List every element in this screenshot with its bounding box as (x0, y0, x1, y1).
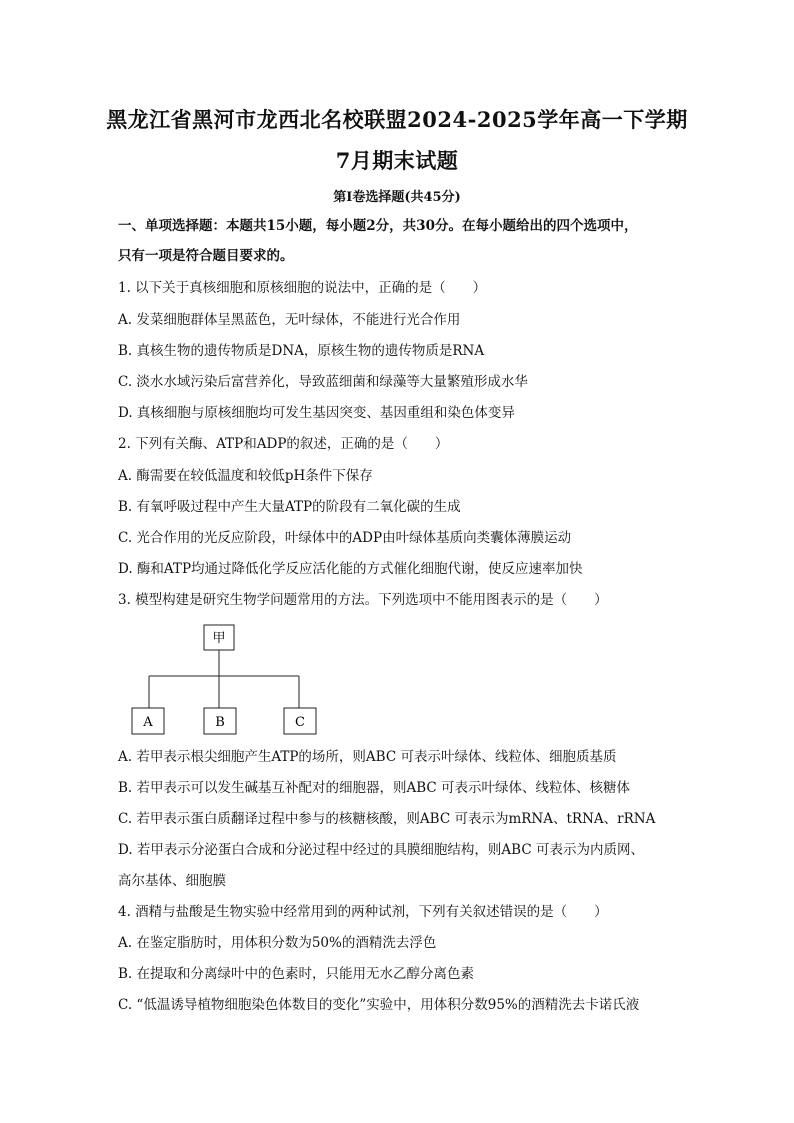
section-heading: 第Ⅰ卷选择题(共45分) (333, 190, 461, 205)
diagram-child-label-a: A (143, 715, 153, 730)
q4-stem: 4. 酒精与盐酸是生物实验中经常用到的两种试剂，下列有关叙述错误的是（ ） (118, 904, 608, 920)
instructions-line1: 一、单项选择题：本题共15小题，每小题2分，共30分。在每小题给出的四个选项中， (118, 218, 638, 234)
exam-title-line1: 黑龙江省黑河市龙西北名校联盟2024-2025学年高一下学期 (106, 107, 688, 132)
instructions-line2: 只有一项是符合题目要求的。 (118, 248, 294, 264)
q3-option-b: B. 若甲表示可以发生碱基互补配对的细胞器，则ABC 可表示叶绿体、线粒体、核糖体 (118, 780, 631, 796)
q1-option-a: A. 发菜细胞群体呈黑蓝色，无叶绿体，不能进行光合作用 (118, 312, 461, 328)
q1-option-c: C. 淡水水域污染后富营养化，导致蓝细菌和绿藻等大量繁殖形成水华 (118, 374, 528, 390)
q3-option-a: A. 若甲表示根尖细胞产生ATP的场所，则ABC 可表示叶绿体、线粒体、细胞质基质 (118, 749, 617, 765)
diagram-child-box-a (132, 708, 164, 734)
diagram-child-label-c: C (295, 715, 305, 730)
q3-option-d-line2: 高尔基体、细胞膜 (118, 873, 226, 889)
q3-stem: 3. 模型构建是研究生物学问题常用的方法。下列选项中不能用图表示的是（ ） (118, 592, 608, 608)
q4-option-b: B. 在提取和分离绿叶中的色素时，只能用无水乙醇分离色素 (118, 966, 475, 982)
diagram-root-box (204, 625, 234, 650)
q2-stem: 2. 下列有关酶、ATP和ADP的叙述，正确的是（ ） (118, 436, 449, 452)
q3-option-d-line1: D. 若甲表示分泌蛋白合成和分泌过程中经过的具膜细胞结构，则ABC 可表示为内质网、 (118, 842, 644, 858)
q2-option-d: D. 酶和ATP均通过降低化学反应活化能的方式催化细胞代谢，使反应速率加快 (118, 561, 583, 577)
q2-option-c: C. 光合作用的光反应阶段，叶绿体中的ADP由叶绿体基质向类囊体薄膜运动 (118, 530, 572, 546)
diagram-child-box-b (204, 708, 236, 734)
q4-option-a: A. 在鉴定脂肪时，用体积分数为50%的酒精洗去浮色 (118, 935, 437, 951)
exam-title-line2: 7月期末试题 (335, 148, 459, 173)
hierarchy-diagram (118, 620, 338, 740)
q2-option-a: A. 酶需要在较低温度和较低pH条件下保存 (118, 468, 373, 484)
diagram-child-box-c (284, 708, 316, 734)
q1-option-d: D. 真核细胞与原核细胞均可发生基因突变、基因重组和染色体变异 (118, 405, 515, 421)
diagram-child-label-b: B (215, 715, 225, 730)
q1-stem: 1. 以下关于真核细胞和原核细胞的说法中，正确的是（ ） (118, 280, 487, 296)
q1-option-b: B. 真核生物的遗传物质是DNA，原核生物的遗传物质是RNA (118, 343, 485, 359)
diagram-root-label: 甲 (212, 631, 226, 646)
q4-option-c: C. “低温诱导植物细胞染色体数目的变化”实验中，用体积分数95%的酒精洗去卡诺氏液 (118, 997, 640, 1013)
q3-option-c: C. 若甲表示蛋白质翻译过程中参与的核糖核酸，则ABC 可表示为mRNA、tRNA、rRNA (118, 811, 656, 827)
q2-option-b: B. 有氧呼吸过程中产生大量ATP的阶段有二氧化碳的生成 (118, 499, 461, 515)
